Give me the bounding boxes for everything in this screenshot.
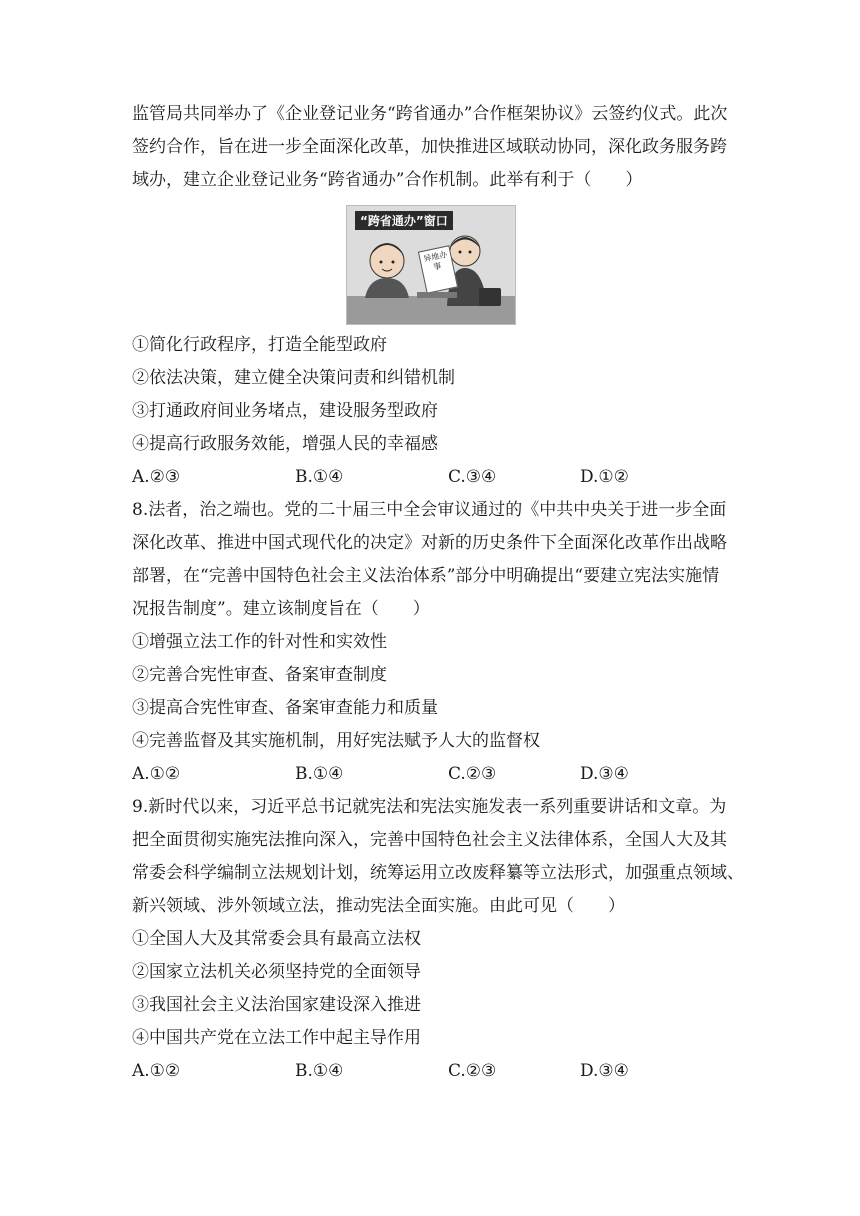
statement-item: ①简化行政程序，打造全能型政府	[132, 335, 387, 355]
statement-item: ②国家立法机关必须坚持党的全面领导	[132, 962, 421, 982]
option-b: B.①④	[295, 467, 344, 487]
option-b: B.①④	[295, 1061, 344, 1081]
statement-item: ③我国社会主义法治国家建设深入推进	[132, 995, 421, 1015]
answer-options	[132, 1061, 732, 1094]
question-9	[132, 797, 744, 1094]
statement-item: ②完善合宪性审查、备案审查制度	[132, 665, 387, 685]
window-sign: “跨省通办”窗口	[355, 211, 453, 230]
statement-item: ④完善监督及其实施机制，用好宪法赋予人大的监督权	[132, 731, 540, 751]
answer-options	[132, 467, 732, 500]
cross-province-window-illustration	[346, 205, 516, 325]
statement-item: ①全国人大及其常委会具有最高立法权	[132, 929, 421, 949]
statement-item: ②依法决策，建立健全决策问责和纠错机制	[132, 368, 455, 388]
question-7-stem	[132, 104, 732, 203]
stem-line: 况报告制度”。建立该制度旨在（ ）	[132, 599, 430, 619]
option-b: B.①④	[295, 764, 344, 784]
option-c: C.③④	[448, 467, 497, 487]
stem-line: 深化改革、推进中国式现代化的决定》对新的历史条件下全面深化改革作出战略	[132, 533, 727, 553]
stem-line: 常委会科学编制立法规划计划，统筹运用立改废释纂等立法形式，加强重点领域、	[132, 863, 744, 883]
stem-line: 9.新时代以来，习近平总书记就宪法和宪法实施发表一系列重要讲话和文章。为	[132, 797, 727, 817]
statement-item: ④提高行政服务效能，增强人民的幸福感	[132, 434, 438, 454]
question-8	[132, 500, 732, 797]
stem-line: 把全面贯彻实施宪法推向深入，完善中国特色社会主义法律体系，全国人大及其	[132, 830, 727, 850]
document-sheet: 异地办事	[418, 245, 458, 294]
stem-line: 签约合作，旨在进一步全面深化改革，加快推进区域联动协同，深化政务服务跨	[132, 137, 727, 157]
stem-line: 域办，建立企业登记业务“跨省通办”合作机制。此举有利于（ ）	[132, 170, 643, 190]
statement-item: ③打通政府间业务堵点，建设服务型政府	[132, 401, 438, 421]
option-d: D.③④	[580, 764, 629, 784]
question-7-body	[132, 335, 744, 1094]
option-c: C.②③	[448, 764, 497, 784]
stem-line: 部署，在“完善中国特色社会主义法治体系”部分中明确提出“要建立宪法实施情	[132, 566, 720, 586]
statement-item: ①增强立法工作的针对性和实效性	[132, 632, 387, 652]
option-a: A.①②	[132, 764, 181, 784]
statement-item: ③提高合宪性审查、备案审查能力和质量	[132, 698, 438, 718]
answer-options	[132, 764, 732, 797]
statement-item: ④中国共产党在立法工作中起主导作用	[132, 1028, 421, 1048]
option-a: A.②③	[132, 467, 181, 487]
option-a: A.①②	[132, 1061, 181, 1081]
stem-line: 新兴领域、涉外领域立法，推动宪法全面实施。由此可见（ ）	[132, 896, 625, 916]
stem-line: 8.法者，治之端也。党的二十届三中全会审议通过的《中共中央关于进一步全面	[132, 500, 727, 520]
stem-line: 监管局共同举办了《企业登记业务“跨省通办”合作框架协议》云签约仪式。此次	[132, 104, 728, 124]
option-c: C.②③	[448, 1061, 497, 1081]
option-d: D.①②	[580, 467, 629, 487]
option-d: D.③④	[580, 1061, 629, 1081]
